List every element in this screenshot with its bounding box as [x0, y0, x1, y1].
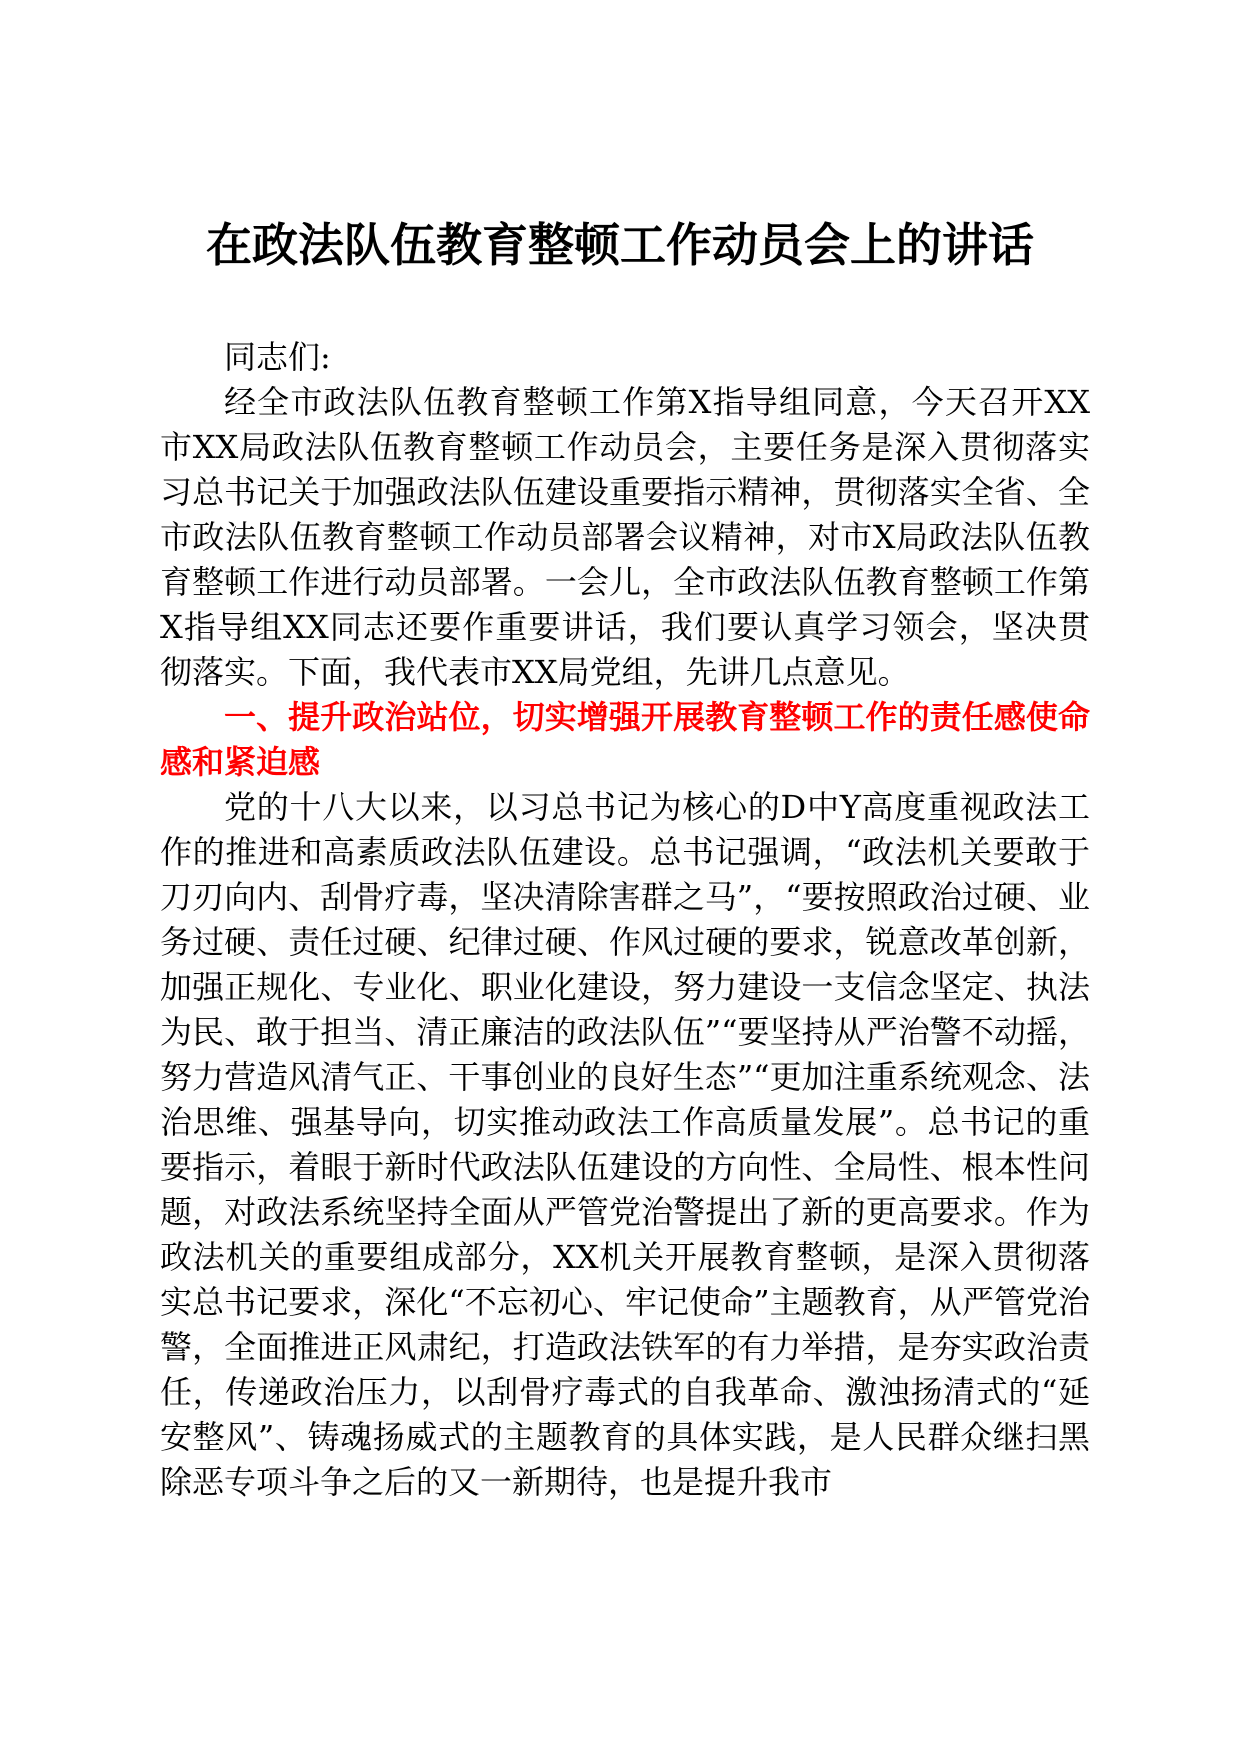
section-1-paragraph: 党的十八大以来，以习总书记为核心的D中Y高度重视政法工作的推进和高素质政法队伍建设。总书记强调，“政法机关要敢于刀刃向内、刮骨疗毒，坚决清除害群之马”，“要按照政治过硬、业务过硬、责任过硬、纪律过硬、作风过硬的要求，锐意改革创新，加强正规化、专业化、职业化建设，努力建设一支信念坚定、执法为民、敢于担当、清正廉洁的政法队伍”“要坚持从严治警不动摇，努力营造风清气正、干事创业的良好生态”“更加注重系统观念、法治思维、强基导向，切实推动政法工作高质量发展”。总书记的重要指示，着眼于新时代政法队伍建设的方向性、全局性、根本性问题，对政法系统坚持全面从严管党治警提出了新的更高要求。作为政法机关的重要组成部分，XX机关开展教育整顿，是深入贯彻落实总书记要求，深化“不忘初心、牢记使命”主题教育，从严管党治警，全面推进正风肃纪，打造政法铁军的有力举措，是夯实政治责任，传递政治压力，以刮骨疗毒式的自我革命、激浊扬清式的“延安整风”、铸魂扬威式的主题教育的具体实践，是人民群众继扫黑除恶专项斗争之后的又一新期待，也是提升我市: [160, 788, 1090, 1501]
salutation: 同志们:: [224, 338, 331, 376]
section-heading-1: 一、提升政治站位，切实增强开展教育整顿工作的责任感使命感和紧迫感: [160, 698, 1090, 781]
document-title: 在政法队伍教育整顿工作动员会上的讲话: [206, 218, 1034, 272]
intro-paragraph: 经全市政法队伍教育整顿工作第X指导组同意，今天召开XX市XX局政法队伍教育整顿工作动员会，主要任务是深入贯彻落实习总书记关于加强政法队伍建设重要指示精神，贯彻落实全省、全市政法队伍教育整顿工作动员部署会议精神，对市X局政法队伍教育整顿工作进行动员部署。一会儿，全市政法队伍教育整顿工作第X指导组XX同志还要作重要讲话，我们要认真学习领会，坚决贯彻落实。下面，我代表市XX局党组，先讲几点意见。: [160, 383, 1090, 691]
document-body: [160, 335, 1090, 1505]
